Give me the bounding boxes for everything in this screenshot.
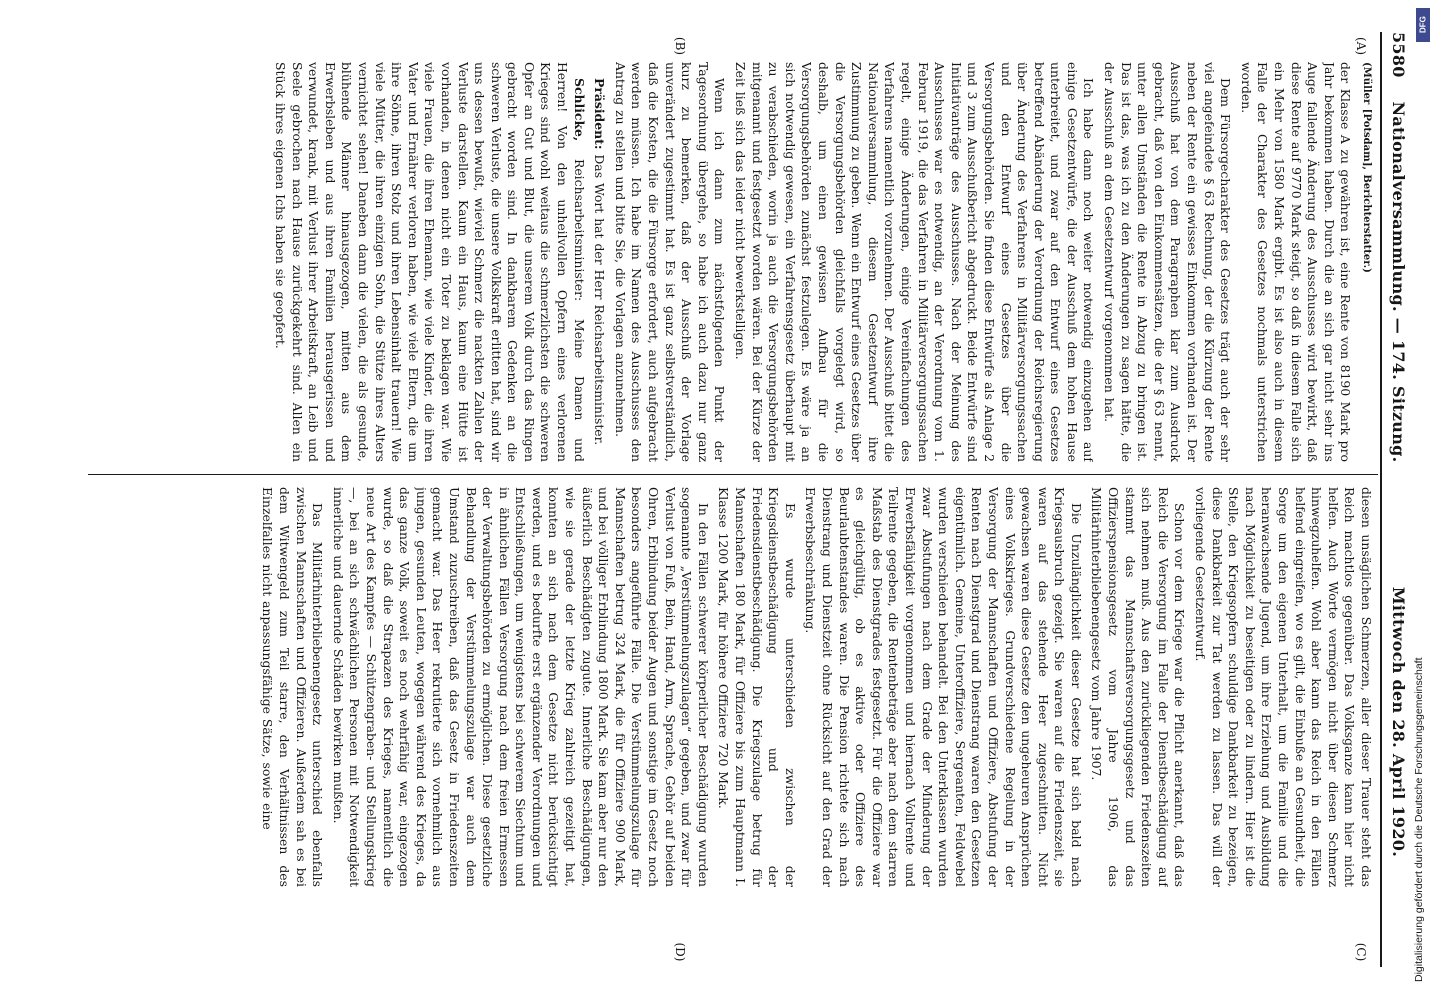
paragraph <box>611 62 727 462</box>
left-text-column <box>89 62 1374 462</box>
paragraph-text: Die Unzulänglichkeit dieser Gesetze hat sich bald nach Kriegsausbruch gezeigt. Sie waren auf die Friedenszeit, sie waren auf das stehende Heer zugeschnitten. Nicht gewachsen waren diese Gesetze den ungeheuren Ansprüchen eines Volkskrieges. Grundverschiedene Regelung in der Versorgung der Mannschaften und Offiziere, Abstufung der Renten nach Dienstgrad und Dienstrang waren den Gesetzen eigentümlich. Gemeine, Unteroffiziere, Sergeanten, Feldwebel wurden verschieden behandelt. Bei den Unterklassen wurden zwar Abstufungen nach dem Grade der Minderung der Erwerbsfähigkeit vorgenommen und hiernach Vollrente und Teilrente gegeben, die Rentenbeträge aber nach dem starren Maßstab des Dienstgrades festgesetzt. Für die Offiziere war es gleichgültig, ob es aktive oder Offiziere des Beurlaubtenstandes waren. Die Pension richtete sich nach Dienstrang und Dienstzeit ohne Rücksicht auf den Grad der Erwerbsbeschränkung. <box>803 487 1084 887</box>
margin-marker-d: (D) <box>673 942 687 962</box>
paragraph <box>259 487 325 887</box>
paragraph <box>271 62 586 462</box>
right-text-column <box>89 487 1374 887</box>
paragraph <box>1357 62 1374 462</box>
header-left-title: Nationalversammlung. — 174. Sitzung. <box>1389 101 1408 463</box>
paragraph <box>1237 62 1353 462</box>
speaker-name: (Müller [Potsdam], Berichterstatter.) <box>1361 62 1372 273</box>
speaker-name: Schlicke, <box>571 78 587 142</box>
paragraph-text: Reichsarbeitsminister: Meine Damen und Herren! Von den unheilvollen Opfern eines verlorenen Krieges sind wohl weitaus die schmerzlichsten die schweren Opfer an Gut und Blut, die unserem Volk durch das Ringen gebracht worden sind. In dankbarem Gedenken an die schweren Verluste, die unsere Volkskraft erlitten hat, sind wir uns dessen bewußt, wieviel Schmerz die nackten Zahlen der Verluste darstellen. Kaum ein Haus, kaum eine Hütte ist vorhanden, in denen nicht ein Toter zu beklagen war. Wie viele Frauen, die ihren Ehemann, wie viele Kinder, die ihren Vater und Ernährer verloren haben, wie viele Eltern, die um ihre Söhne, ihren Stolz und ihren Lebensinhalt trauern! Wie viele Mütter, die ihren einzigen Sohn, die Stütze ihres Alters vernichtet sehen! Daneben dann die vielen, die als gesunde, blühende Männer hinausgezogen, mitten aus dem Erwerbsleben und aus ihren Familien herausgerissen und verwundet, krank, mit Verlust ihrer Arbeitskraft, an Leib und Seele gebrochen nach Hause zurückgekehrt sind. Allen ein Stück ihres eigenen Ichs haben sie geopfert. <box>273 62 587 462</box>
paragraph-text: In den Fällen schwerer körperlicher Beschädigung wurden sogenannte „Verstümmelungszulagen“ gegeben, und zwar für Verlust von Fuß, Bein, Hand, Arm, Sprache, Gehör auf beiden Ohren, Erblindung beider Augen und sonstige im Gesetz noch besonders angeführte Fälle. Die Verstümmelungszulage für Mannschaften betrug 324 Mark, die für Offiziere 900 Mark, und bei völliger Erblindung 1800 Mark. Sie kam aber nur den äußerlich Beschädigten zugute. Innerliche Beschädigungen, wie sie gerade der letzte Krieg zahlreich gezeitigt hat, konnten an sich nach dem Gesetze nicht berücksichtigt werden, und es bedurfte erst ergänzender Verordnungen und Entschließungen, um wenigstens bei schwerem Siechtum und in ähnlichen Fällen Versorgung nach dem freien Ermessen der Verwaltungsbehörden zu ermöglichen. Diese gesetzliche Behandlung der Verstümmelungszulage war auch dem Umstand zuzuschreiben, daß das Gesetz in Friedenszeiten gemacht war. Das Heer rekrutierte sich vornehmlich aus jungen, gesunden Leuten, wogegen während des Krieges, da das ganze Volk, soweit es noch wehrfähig war, eingezogen wurde, so daß die Strapazen des Krieges, namentlich die neue Art des Kampfes — Schützengraben- und Stellungskrieg —, bei an sich schwächlichen Personen mit Notwendigkeit innerliche und dauernde Schäden bewirken mußten. <box>330 487 711 887</box>
scanned-page <box>82 32 1412 967</box>
header-rule <box>1380 32 1382 967</box>
paragraph <box>1088 487 1188 887</box>
paragraph <box>591 62 608 462</box>
paragraph-text: diesen unsäglichen Schmerzen, aller dieser Trauer steht das Reich machtlos gegenüber. Das Volksganze kann hier nicht helfen. Auch Worte vermögen nicht über diesen Schmerz hinwegzuhelfen. Wohl aber kann das Reich in den Fällen helfend eingreifen, wo es gilt, die Einbuße an Gesundheit, die Sorge um den eigenen Unterhalt, um die Familie und die heranwachsende Jugend, um ihre Erziehung und Ausbildung nach Möglichkeit zu beseitigen oder zu lindern. Hier ist die Stelle, den Kriegsopfern schuldige Dankbarkeit zu bezeigen, diese Dankbarkeit zur Tat werden zu lassen. Das will der vorliegende Gesetzentwurf. <box>1193 487 1374 887</box>
paragraph-text: Das Wort hat der Herr Reichsarbeitsminister. <box>592 154 608 446</box>
paragraph <box>802 487 1084 887</box>
page-number: 5580 <box>1389 32 1408 78</box>
paragraph <box>329 487 711 887</box>
speaker-name: Präsident: <box>592 78 608 150</box>
paragraph-text: Es wurde unterschieden zwischen der Kriegsdienstbeschädigung und der Friedensdienstbeschädigung. Die Kriegszulage betrug für Mannschaften 180 Mark, für Offiziere bis zum Hauptmann I. Klasse 1200 Mark, für höhere Offiziere 720 Mark. <box>716 487 798 887</box>
paragraph-text: Ich habe dann noch weiter notwendig einzugehen auf einige Gesetzentwürfe, die der Ausschuß dem hohen Hause unterbreitet, und zwar auf den Entwurf eines Gesetzes betreffend Abänderung der Verordnung der Reichsregierung über Änderung des Verfahrens in Militärversorgungssachen und den Entwurf eines Gesetzes über die Versorgungsbehörden. Sie finden diese Entwürfe als Anlage 2 und 3 zum Ausschußbericht abgedruckt. Beide Entwürfe sind Initiativanträge des Ausschusses. Nach der Meinung des Ausschusses war es notwendig, an der Verordnung vom 1. Februar 1919, die das Verfahren in Militärversorgungssachen regelt, einige Änderungen, einige Vereinfachungen des Verfahrens namentlich vorzunehmen. Der Ausschuß bittet die Nationalversammlung, diesem Gesetzentwurf ihre Zustimmung zu geben. Wenn ein Entwurf eines Gesetzes über die Versorgungsbehörden gleichfalls vorgelegt wird, so deshalb, um einen gewissen Aufbau für die Versorgungsbehörden zunächst festzulegen. Es wäre ja an sich notwendig gewesen, ein Verfahrensgesetz überhaupt mit zu verabschieden, worin ja auch die Versorgungsbehörden mitgenannt und festgesetzt worden wären. Bei der Kürze der Zeit ließ sich das leider nicht bewerkstelligen. <box>733 62 1097 462</box>
paragraph-text: Schon vor dem Kriege war die Pflicht anerkannt, daß das Reich die Versorgung im Falle der Dienstbeschädigung auf sich nehmen muß. Aus den zurückliegenden Friedenszeiten stammt das Mannschaftsversorgungsgesetz und das Offizierspensionsgesetz vom Jahre 1906, das Militärhinterbliebenengesetz vom Jahre 1907. <box>1089 487 1188 887</box>
dfg-logo: DFG <box>1416 8 1430 42</box>
column-divider <box>88 474 1378 475</box>
margin-marker-b: (B) <box>673 36 687 56</box>
paragraph <box>1101 62 1234 462</box>
paragraph <box>1191 487 1374 887</box>
page-header <box>1378 32 1412 967</box>
digitization-note: Digitalisierung gefördert durch die Deutsche Forschungsgemeinschaft <box>1413 657 1425 982</box>
paragraph-text: Wenn ich dann zum nächstfolgenden Punkt der Tagesordnung übergehe, so habe ich auch dazu nur ganz kurz zu bemerken, daß der Ausschuß der Vorlage unverändert zugestimmt hat. Es ist ganz selbstverständlich, daß die Kosten, die die Fürsorge erfordert, auch aufgebracht werden müssen. Ich habe im Namen des Ausschusses den Antrag zu stellen und bitte Sie, die Vorlagen anzunehmen. <box>612 62 728 462</box>
header-right-title: Mittwoch den 28. April 1920. <box>1389 586 1408 858</box>
margin-marker-c: (C) <box>1354 942 1368 962</box>
paragraph-text: der Klasse A zu gewähren ist, eine Rente von 8190 Mark pro Jahr bekommen haben. Durch die an sich gar nicht sehr ins Auge fallende Änderung des Ausschusses wird bewirkt, daß diese Rente auf 9770 Mark steigt, so daß in diesem Falle sich ein Mehr von 1580 Mark ergibt. Es ist also auch in diesem Falle der Charakter des Gesetzes nochmals unterstrichen worden. <box>1238 62 1354 462</box>
paragraph-text: Das Militärhinterbliebenengesetz unterschied ebenfalls zwischen Mannschaften und Offizieren. Außerdem sah es bei dem Witwengeld zum Teil starre, den Verhältnissen des Einzelfalles nicht anpassungsfähige Sätze, sowie eine <box>260 487 326 887</box>
margin-marker-a: (A) <box>1354 36 1368 56</box>
paragraph-text: Dem Fürsorgecharakter des Gesetzes trägt auch der sehr viel angefeindete § 63 Rechnung, der die Kürzung der Rente neben der Rente ein gewisses Einkommen vorhanden ist. Der Ausschuß hat von dem Paragraphen klar zum Ausdruck gebracht, daß von den Einkommensätzen, die der § 63 nennt, unter allen Umständen die Rente in Abzug zu bringen ist. Das ist das, was ich zu den Änderungen zu sagen hätte, die der Ausschuß an dem Gesetzentwurf vorgenommen hat. <box>1102 62 1234 462</box>
paragraph <box>731 62 1096 462</box>
paragraph <box>715 487 798 887</box>
